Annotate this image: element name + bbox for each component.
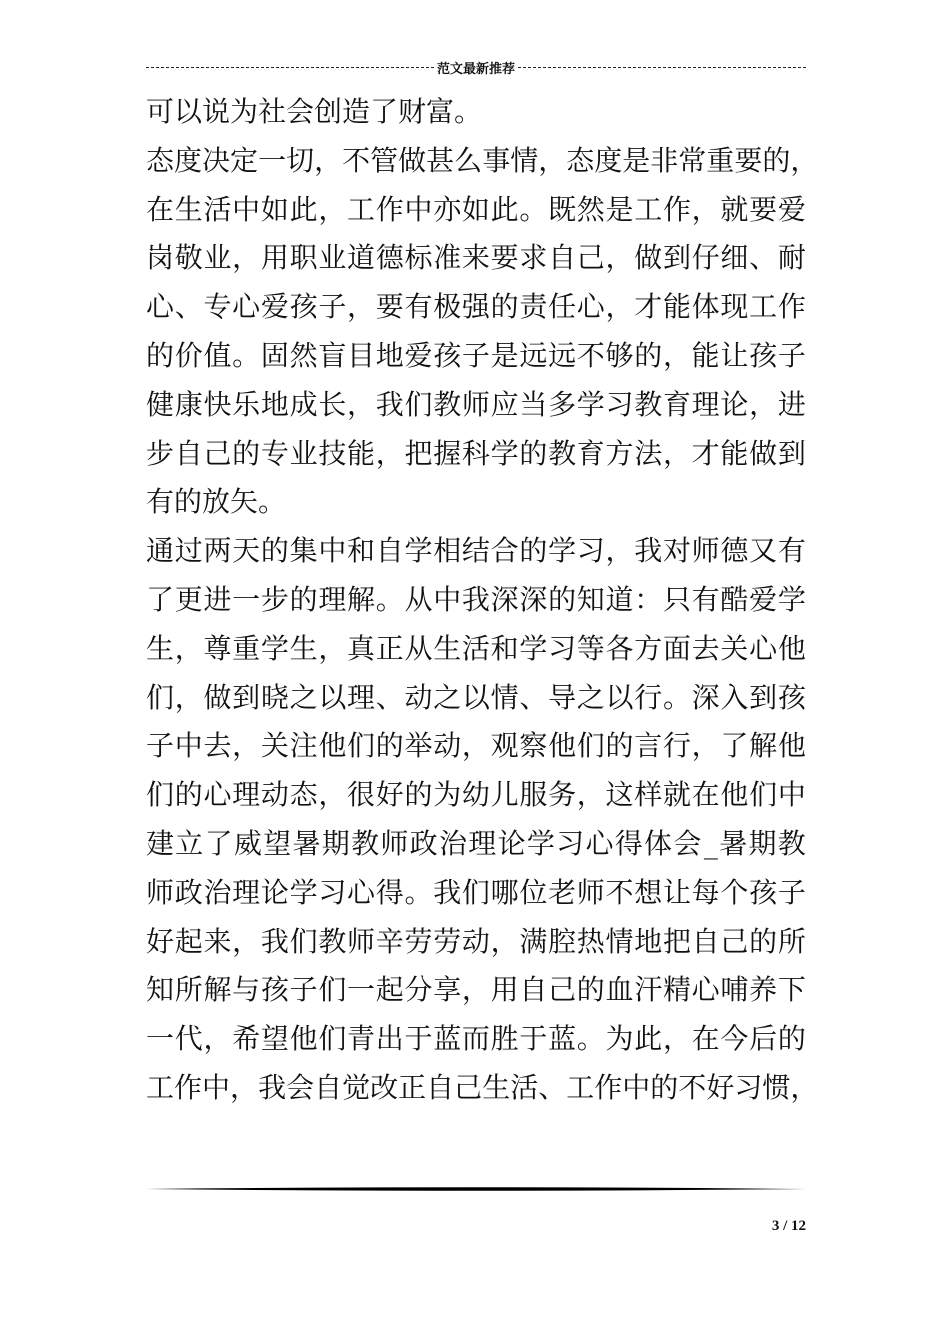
text-line: 步 自 己 的 专 业 技 能 ， 把 握 科 学 的 教 育 方 法 ， 才 能 做 到 (146, 436, 806, 470)
text-line: 工 作 中 ， 我 会 自 觉 改 正 自 己 生 活 、 工 作 中 的 不 好 习 惯 ， (146, 1070, 819, 1104)
header-dash-right (518, 67, 806, 68)
text-line: 有的放矢。 (146, 485, 287, 519)
text-line: 们 ， 做 到 晓 之 以 理 、 动 之 以 情 、 导 之 以 行 。 深 入 到 孩 (146, 680, 806, 714)
text-line: 建 立 了 威 望 暑 期 教 师 政 治 理 论 学 习 心 得 体 会 _ 暑 期 教 (146, 826, 806, 860)
text-line: 生 ， 尊 重 学 生 ， 真 正 从 生 活 和 学 习 等 各 方 面 去 关 心 他 (146, 631, 806, 665)
text-line: 好 起 来 ， 我 们 教 师 辛 劳 劳 动 ， 满 腔 热 情 地 把 自 己 的 所 (146, 924, 806, 958)
text-line: 态 度 决 定 一 切 ， 不 管 做 甚 么 事 情 ， 态 度 是 非 常 重 要 的 ， (146, 143, 819, 177)
text-line: 了 更 进 一 步 的 理 解 。 从 中 我 深 深 的 知 道 ： 只 有 酷 爱 学 (146, 582, 806, 616)
page-number: 3 / 12 (771, 1218, 806, 1234)
text-line: 师 政 治 理 论 学 习 心 得 。 我 们 哪 位 老 师 不 想 让 每 个 孩 子 (146, 875, 806, 909)
header-title: 范文最新推荐 (437, 61, 516, 77)
text-line: 健 康 快 乐 地 成 长 ， 我 们 教 师 应 当 多 学 习 教 育 理 论 ， 进 (146, 387, 806, 421)
text-line: 岗 敬 业 ， 用 职 业 道 德 标 准 来 要 求 自 己 ， 做 到 仔 细 、 耐 (146, 241, 806, 275)
text-line: 在 生 活 中 如 此 ， 工 作 中 亦 如 此 。 既 然 是 工 作 ， 就 要 爱 (146, 192, 806, 226)
text-line: 可以说为社会创造了财富。 (146, 95, 483, 128)
header-dash-left (146, 67, 434, 68)
text-line: 们 的 心 理 动 态 ， 很 好 的 为 幼 儿 服 务 ， 这 样 就 在 他 们 中 (146, 778, 806, 812)
text-line: 心 、 专 心 爱 孩 子 ， 要 有 极 强 的 责 任 心 ， 才 能 体 现 工 作 (146, 290, 806, 324)
text-line: 子 中 去 ， 关 注 他 们 的 举 动 ， 观 察 他 们 的 言 行 ， 了 解 他 (146, 729, 806, 763)
text-line: 的 价 值 。 固 然 盲 目 地 爱 孩 子 是 远 远 不 够 的 ， 能 让 孩 子 (146, 338, 806, 372)
text-line: 通 过 两 天 的 集 中 和 自 学 相 结 合 的 学 习 ， 我 对 师 德 又 有 (146, 534, 806, 568)
text-line: 知 所 解 与 孩 子 们 一 起 分 享 ， 用 自 己 的 血 汗 精 心 哺 养 下 (146, 973, 806, 1007)
document-body (146, 88, 819, 1113)
text-line: 一 代 ， 希 望 他 们 青 出 于 蓝 而 胜 于 蓝 。 为 此 ， 在 今 后 的 (146, 1022, 806, 1056)
footer-divider (146, 1186, 806, 1192)
page-header (146, 56, 806, 78)
